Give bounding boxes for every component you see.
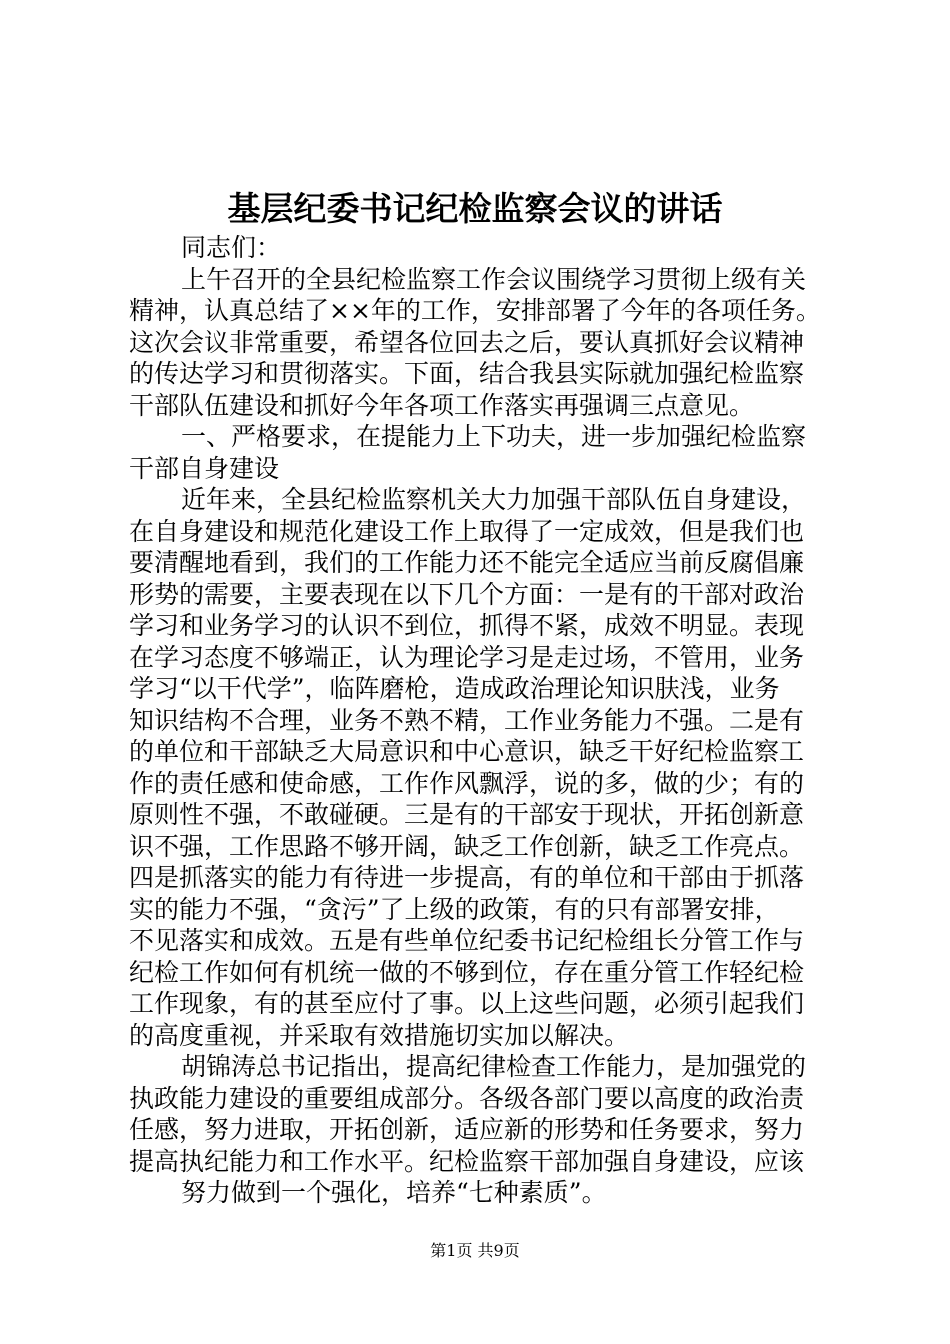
body-line: 学习“以干代学”，临阵磨枪，造成政治理论知识肤浅，业务 bbox=[129, 674, 780, 703]
body-line: 任感，努力进取，开拓创新，适应新的形势和任务要求，努力 bbox=[129, 1115, 805, 1144]
body-line: 提高执纪能力和工作水平。纪检监察干部加强自身建设，应该 bbox=[129, 1146, 805, 1176]
body-line: 学习和业务学习的认识不到位，抓得不紧，成效不明显。表现 bbox=[129, 611, 805, 640]
body-line: 干部队伍建设和抓好今年各项工作落实再强调三点意见。 bbox=[129, 390, 755, 420]
body-line: 同志们： bbox=[181, 233, 282, 262]
body-line: 的单位和干部缺乏大局意识和中心意识，缺乏干好纪检监察工 bbox=[129, 737, 805, 766]
body-line: 要清醒地看到，我们的工作能力还不能完全适应当前反腐倡廉 bbox=[129, 548, 805, 577]
body-line: 作的责任感和使命感，工作作风飘浮，说的多，做的少；有的 bbox=[129, 768, 805, 798]
body-line: 在学习态度不够端正，认为理论学习是走过场，不管用，业务 bbox=[129, 642, 805, 672]
body-line: 在自身建设和规范化建设工作上取得了一定成效，但是我们也 bbox=[129, 516, 805, 546]
body-line: 工作现象，有的甚至应付了事。以上这些问题，必须引起我们 bbox=[129, 989, 805, 1018]
document-body bbox=[129, 232, 834, 1209]
body-line: 识不强，工作思路不够开阔，缺乏工作创新，缺乏工作亮点。 bbox=[129, 831, 805, 861]
document-title: 基层纪委书记纪检监察会议的讲话 bbox=[227, 189, 723, 228]
body-line: 原则性不强，不敢碰硬。三是有的干部安于现状，开拓创新意 bbox=[129, 800, 805, 829]
body-line: 胡锦涛总书记指出，提高纪律检查工作能力，是加强党的 bbox=[181, 1052, 807, 1081]
body-line: 不见落实和成效。五是有些单位纪委书记纪检组长分管工作与 bbox=[129, 926, 805, 955]
page-footer: 第1页 共9页 bbox=[430, 1241, 520, 1260]
body-line: 干部自身建设 bbox=[129, 453, 280, 483]
body-line: 四是抓落实的能力有待进一步提高，有的单位和干部由于抓落 bbox=[129, 863, 805, 892]
body-line: 的传达学习和贯彻落实。下面，结合我县实际就加强纪检监察 bbox=[129, 359, 805, 388]
body-line: 这次会议非常重要，希望各位回去之后，要认真抓好会议精神 bbox=[129, 327, 805, 357]
body-line: 近年来，全县纪检监察机关大力加强干部队伍自身建设， bbox=[181, 485, 807, 514]
body-line: 努力做到一个强化，培养“七种素质”。 bbox=[181, 1178, 607, 1207]
body-line: 执政能力建设的重要组成部分。各级各部门要以高度的政治责 bbox=[129, 1083, 805, 1113]
body-line: 知识结构不合理，业务不熟不精，工作业务能力不强。二是有 bbox=[129, 705, 805, 735]
body-line: 实的能力不强，“贪污”了上级的政策，有的只有部署安排， bbox=[129, 894, 780, 924]
body-line: 的高度重视，并采取有效措施切实加以解决。 bbox=[129, 1020, 630, 1050]
body-line: 精神，认真总结了××年的工作，安排部署了今年的各项任务。 bbox=[129, 296, 821, 325]
body-line: 上午召开的全县纪检监察工作会议围绕学习贯彻上级有关 bbox=[181, 264, 807, 294]
body-line: 一、严格要求，在提能力上下功夫，进一步加强纪检监察 bbox=[181, 422, 807, 451]
body-line: 纪检工作如何有机统一做的不够到位，存在重分管工作轻纪检 bbox=[129, 957, 805, 987]
body-line: 形势的需要，主要表现在以下几个方面：一是有的干部对政治 bbox=[129, 579, 805, 609]
